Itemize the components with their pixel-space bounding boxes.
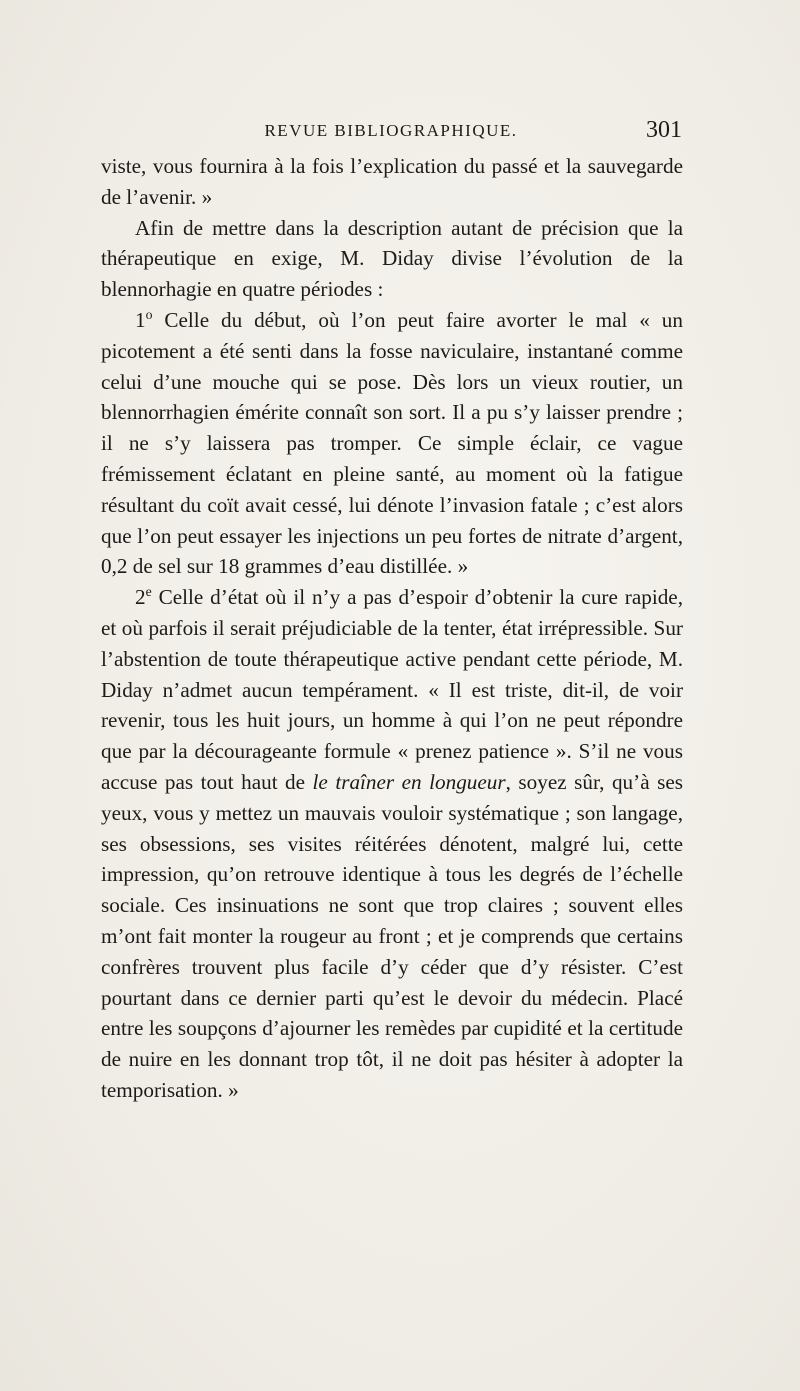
page-header <box>100 117 682 151</box>
period-1-text: Celle du début, où l’on peut faire avorter le mal « un picotement a été senti dans la fosse naviculaire, instantané comme celui d’une mouche qui se pose. Dès lors un vieux routier, un blennorrhagien émérite connaît son sort. Il a pu s’y laisser prendre ; il ne s’y laissera pas tromper. Ce simple éclair, ce vague frémissement éclatant en pleine santé, au moment où la fatigue résultant du coït avait cessé, lui dénote l’invasion fatale ; c’est alors que l’on peut essayer les injections un peu fortes de nitrate d’argent, 0,2 de sel sur 18 grammes d’eau distillée. » <box>101 307 683 579</box>
period-2-number: 2 <box>135 585 146 610</box>
period-2-italic-phrase: le traîner en longueur <box>312 769 506 794</box>
paragraph-period-2 <box>101 582 683 1106</box>
paragraph-period-1 <box>101 305 683 582</box>
paragraph-intro: Afin de mettre dans la description autant de précision que la thérapeutique en exige, M. Diday divise l’évolution de la blennorhagie en quatre périodes : <box>101 215 683 302</box>
period-2-ordinal: e <box>145 584 152 600</box>
body-text <box>101 151 683 1106</box>
period-2-text-a: Celle d’état où il n’y a pas d’espoir d’obtenir la cure rapide, et où parfois il serait préjudiciable de la tenter, état irrépressible. Sur l’abstention de toute thérapeutique active pendant cette période, M. Diday n’admet aucun tempérament. « Il est triste, dit-il, de voir revenir, tous les huit jours, un homme à qui l’on ne peut répondre que par la décourageante formule « prenez patience ». S’il ne vous accuse pas tout haut de <box>101 585 683 794</box>
running-title: REVUE BIBLIOGRAPHIQUE. <box>264 121 518 140</box>
period-1-number: 1 <box>135 307 146 332</box>
period-1-ordinal: o <box>145 306 153 322</box>
page-number: 301 <box>646 117 682 143</box>
period-2-text-b: , soyez sûr, qu’à ses yeux, vous y mettez un mauvais vouloir systématique ; son langage, ses obsessions, ses visites réitérées dénotent, malgré lui, cette impression, qu’on retrouve identique à tous les degrés de l’échelle sociale. Ces insinuations ne sont que trop claires ; souvent elles m’ont fait monter la rougeur au front ; et je comprends que certains confrères trouvent plus facile d’y céder que d’y résister. C’est pourtant dans ce dernier parti qu’est le devoir du médecin. Placé entre les soupçons d’ajourner les remèdes par cupidité et la certitude de nuire en les donnant trop tôt, il ne doit pas hésiter à adopter la temporisation. » <box>101 769 683 1102</box>
paragraph-continuation: viste, vous fournira à la fois l’explication du passé et la sauvegarde de l’avenir. » <box>101 154 683 209</box>
